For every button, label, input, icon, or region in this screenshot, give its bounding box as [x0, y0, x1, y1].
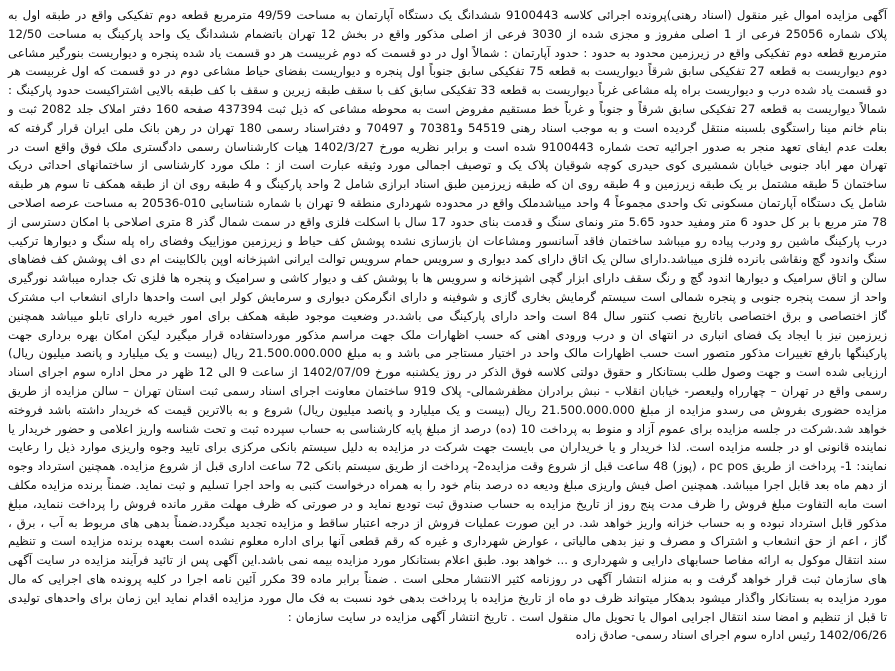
notice-body: آگهی مزایده اموال غیر منقول (اسناد رهنی)پرونده اجرائی کلاسه 9100443 ششدانگ یک دستگاه آپارتمان به مساحت 49/59 مترمربع قطعه دوم تفکیکی واقع در طبقه اول به پلاک شماره 25056 فرعی از 1 اصلی مفروز و مجزی شده از 3030 فرعی از اصلی مذکور واقع در بخش 12 تهران باتضمام ششدانگ یک واحد پارکینگ به مساحت 12/50 مترمربع قطعه دوم تفکیکی واقع در زیرزمین محدود به حدود : حدود آپارتمان : شمالاً اول در دو قسمت که دوم غربیست هر دو قسمت یاد شده پنجره و دیواریست بنورگیر مشاعی دوم دیواریست به قطعه 27 تفکیکی سابق شرقاً دیواریست به قطعه 75 تفکیکی سابق جنوباً اول پنجره و دیواریست بفضای حیاط مشاعی دوم در دو قسمت که اول غربیست هر دو قسمت یاد شده درب و دیواریست براه پله مشاعی غرباً دیواریست به قطعه 33 تفکیکی سابق کف با سقف طبقه زیرین و سقف با کف طبقه بالایی اشتراکیست حدود پارکینگ : شمالاً دیواریست به قطعه 27 تفکیکی سابق شرقاً و جنوباً و غرباً خط مستقیم مفروض است به محوطه مشاعی که ذیل ثبت 437394 صفحه 160 دفتر املاک جلد 2082 ثبت و بنام خانم مینا راستگوی بلسبنه منتقل گردیده است و به موجب اسناد رهنی 54519 و70381 و 70497 و دفتراسناد رسمی 180 تهران در رهن بانک ملی ایران قرار گرفته که بعلت عدم ایفای تعهد منجر به صدور اجرائیه تحت شماره 9100443 شده است و برابر نظریه مورخ 1402/3/27 هیات کارشناسان رسمی دادگستری ملک فوق واقع است در تهران مهر اباد جنوبی خیابان شمشیری کوی حیدری کوچه شوقیان پلاک یک و توصیف اجمالی مورد وثیقه عبارت است از : ملک مورد کارشناسی از ساختمانهای احداثی دریک ساختمان 5 طبقه مشتمل بر یک طبقه زیرزمین و 4 طبقه روی ان که طبقه زیرزمین طبق اسناد ابرازی شامل 2 واحد پارکینگ و 4 طبقه روی ان از طبقه همکف تا سوم هر طبقه شامل یک دستگاه آپارتمان مسکونی تک واحدی مجموعاً 4 واحد میباشدملک واقع در محدوده شهرداری منطقه 9 تهران با شماره شناسایی 010-20536 به مساحت عرصه اصلاحی 78 متر مربع با بر کل حدود 6 متر ومفید حدود 5.65 متر ونمای سنگ و قدمت بنای حدود 17 سال با اسکلت فلزی واقع در سمت شمال گذر 8 متری اصلاحی با امکان دسترسی از درب پارکینگ ماشین رو ودرب پیاده رو میباشد ساختمان فاقد آسانسور ومشاعات ان بازسازی نشده پوشش کف حیاط و زیرزمین موزاییک وفضای راه پله سنگ و دیوارها ترکیب سنگ واندود گچ ونقاشی بانرده فلزی میباشد.دارای سالن یک اتاق دارای کمد دیواری و سرویس حمام سرویس توالت ایرانی اشپزخانه اوپن بالکابینت ام دی اف پوشش کف فضاهای سالن و اتاق سرامیک و دیوارها اندود گچ و رنگ سقف دارای ابزار گچی اشپزخانه و سرویس ها با پوشش کف و دیوار کاشی و سرامیک و پنجره ها فلزی تک جداره میباشد نورگیری واحد از سمت پنجره جنوبی و پنجره شمالی است سیستم گرمایش بخاری گازی و شوفینه و دارای انگرمکن دیواری و سرمایش کولر ابی است واحدها دارای انشعاب اب مشترک گاز اختصاصی و برق اختصاصی باتاریخ نصب کنتور سال 84 است واحد دارای پارکینگ می باشد.در وضعیت موجود طبقه همکف برای امور خیریه دارای تابلو میباشد همچنین زیرزمین نیز با ایجاد یک فضای انباری در انتهای ان و درب ورودی اهنی که حسب اظهارات ملک جهت مراسم مذکور مورداستفاده قرار میگیرد لیکن امکان بهره برداری جهت پارکینگها بارفع تغییرات مذکور متصور است حسب اظهارات مالک واحد در اختیار مستاجر می باشد و به مبلغ 21.500.000.000 ریال (بیست و یک میلیارد و پانصد میلیون ریال) ارزیابی شده است و جهت وصول طلب بستانکار و حقوق دولتی کلاسه فوق الذکر در روز یکشنبه مورخ 1402/07/09 از ساعت 9 الی 12 ظهر در محل اداره سوم اجرای اسناد رسمی واقع در تهران – چهارراه ولیعصر- خیابان انقلاب - نبش برادران مظفرشمالی- پلاک 919 ساختمان معاونت اجرای اسناد رسمی ثبت استان تهران – سالن مزایده از طریق مزایده حضوری بفروش می رسدو مزایده از مبلغ 21.500.000.000 ریال (بیست و یک میلیارد و پانصد میلیون ریال) شروع و به بالاترین قیمت که خریدار داشته باشد فروخته خواهد شد.شرکت در جلسه مزایده برای عموم آزاد و منوط به پرداخت 10 (ده) درصد از مبلغ پایه کارشناسی به حساب سپرده ثبت و تحت شناسه واریز اعلامی و حضور خریدار یا نماینده قانونی او در جلسه مزایده است. لذا خریدار و یا خریداران می بایست جهت شرکت در مزایده به دلیل سیستم بانکی مرکزی برای تایید وجوه واریزی موارد ذیل را رعایت نمایند: 1- پرداخت از طریق pc pos ، (پوز) 48 ساعت قبل از شروع وقت مزایده2- پرداخت از طریق سیستم بانکی 72 ساعت اداری قبل از شروع مزایده. همچنین استرداد وجوه از دهم ماه بعد قابل اجرا میباشد. همچنین اصل فیش واریزی مبلغ ودیعه ده درصد بنام خود را به همراه درخواست کتبی به واحد اجرا تسلیم و ثبت نماید. ضمناً برنده مزایده مکلف است مابه التفاوت مبلغ فروش را ظرف مدت پنج روز از تاریخ مزایده به حساب صندوق ثبت تودیع نماید و در صورتی که ظرف مهلت مقرر مانده فروش را پرداخت ننماید، مبلغ مذکور قابل استرداد نبوده و به حساب خزانه واریز خواهد شد. در این صورت عملیات فروش از درجه اعتبار ساقط و مزایده تجدید میگردد.ضمناً بدهی های مربوط به آب ، برق ، گاز ، اعم از حق انشعاب و اشتراک و مصرف و نیز بدهی مالیاتی ، عوارض شهرداری و غیره که رقم قطعی آنها برای اداره معلوم نشده است بعهده برنده مزایده است و تنظیم سند انتقال موکول به ارائه مفاصا حسابهای دارایی و شهرداری و ... خواهد بود. طبق اعلام بستانکار مورد مزایده بیمه نمی باشد.این آگهی پس از تائید فرآیند مزایده در سایت آگهی های سازمان ثبت قرار خواهد گرفت و به منزله انتشار آگهی در روزنامه کثیر الانتشار محلی است . ضمناً برابر ماده 39 مکرر آئین نامه اجرا در کلیه پرونده های اجرایی که مال مورد مزایده به بستانکار واگذار میشود بدهکار میتواند ظرف دو ماه از تاریخ مزایده با پرداخت بدهی خود نسبت به فک مال مورد مزایده اقدام نماید این زمان برای واحدهای تولیدی تا قبل از تنظیم و امضا سند انتقال اجرایی اموال یا تحویل مال منقول است . تاریخ انتشار آگهی مزایده در سایت سازمان : — [8, 8, 888, 624]
notice-signature: 1402/06/26 رئیس اداره سوم اجرای اسناد رسمی- صادق زاده — [575, 628, 887, 643]
